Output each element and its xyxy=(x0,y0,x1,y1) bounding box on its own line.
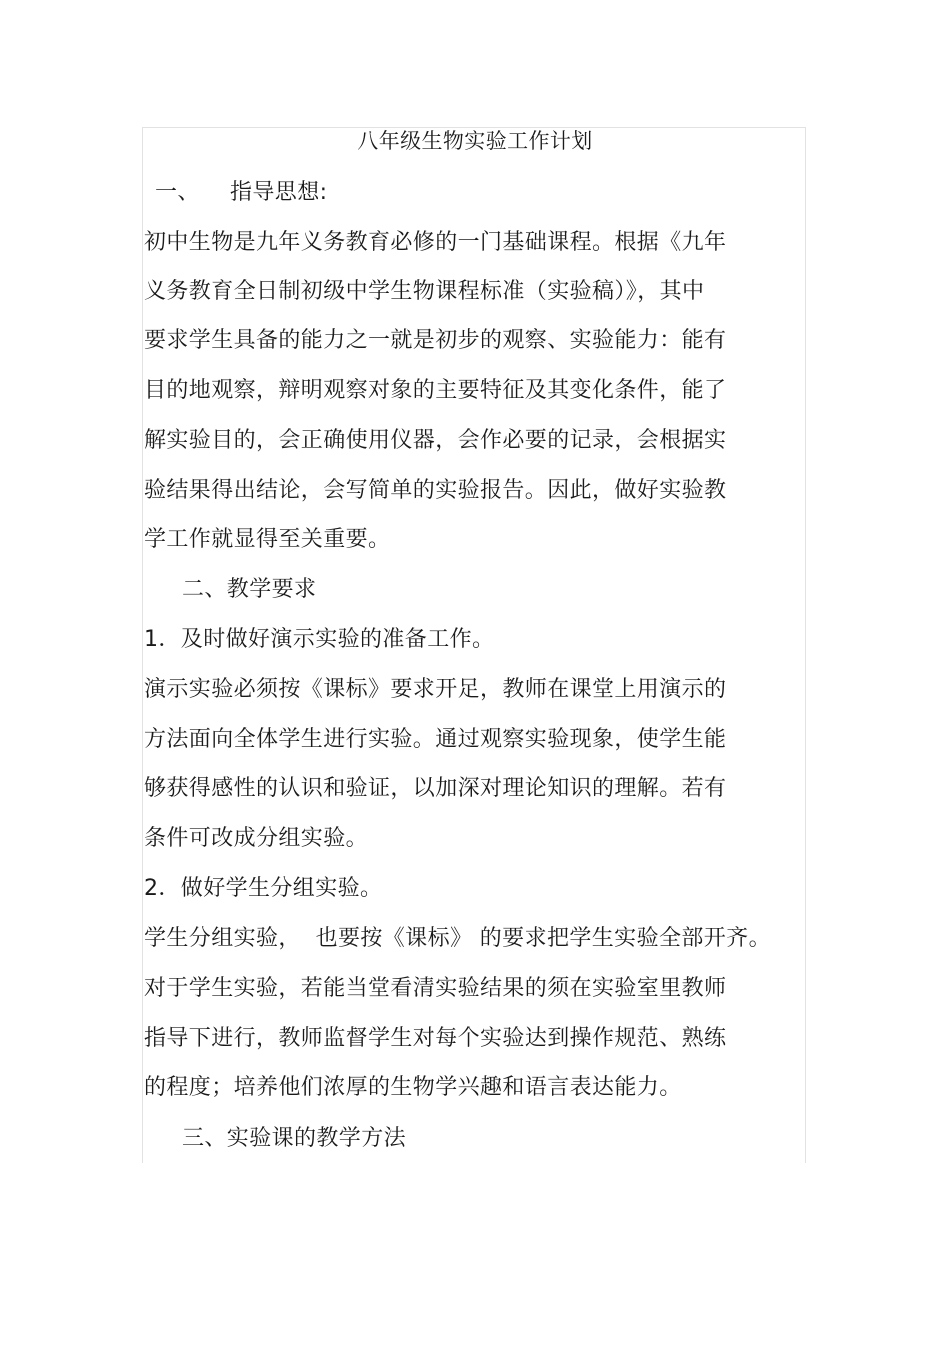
item-1-paragraph-line: 演示实验必须按《课标》要求开足，教师在课堂上用演示的 xyxy=(144,677,727,702)
section-2-heading: 二、教学要求 xyxy=(182,577,317,602)
item-2-paragraph-line: 指导下进行，教师监督学生对每个实验达到操作规范、熟练 xyxy=(144,1026,727,1051)
section-1-paragraph-line: 目的地观察，辩明观察对象的主要特征及其变化条件，能了 xyxy=(144,378,727,403)
item-2-paragraph-line: 对于学生实验，若能当堂看清实验结果的须在实验室里教师 xyxy=(144,976,727,1001)
section-1-paragraph-line: 初中生物是九年义务教育必修的一门基础课程。根据《九年 xyxy=(144,230,727,255)
section-1-number: 一、 xyxy=(155,180,200,205)
section-1-heading: 指导思想: xyxy=(230,180,328,205)
item-1-heading: 1．及时做好演示实验的准备工作。 xyxy=(144,627,495,652)
item-2-heading: 2．做好学生分组实验。 xyxy=(144,876,383,901)
section-1-paragraph-line: 义务教育全日制初级中学生物课程标准（实验稿）》，其中 xyxy=(144,279,705,304)
section-1-paragraph-line: 学工作就显得至关重要。 xyxy=(144,527,391,552)
section-1-paragraph-line: 验结果得出结论，会写简单的实验报告。因此，做好实验教 xyxy=(144,478,727,503)
item-2-paragraph-line: 的程度；培养他们浓厚的生物学兴趣和语言表达能力。 xyxy=(144,1075,682,1100)
document-title: 八年级生物实验工作计划 xyxy=(357,129,593,153)
item-1-paragraph-line: 条件可改成分组实验。 xyxy=(144,826,369,851)
item-1-paragraph-line: 方法面向全体学生进行实验。通过观察实验现象，使学生能 xyxy=(144,727,727,752)
item-2-paragraph-line: 学生分组实验， 也要按《课标》 的要求把学生实验全部开齐。 xyxy=(144,926,771,951)
section-1-paragraph-line: 解实验目的，会正确使用仪器，会作必要的记录，会根据实 xyxy=(144,428,727,453)
section-3-heading: 三、实验课的教学方法 xyxy=(182,1126,407,1151)
item-1-paragraph-line: 够获得感性的认识和验证，以加深对理论知识的理解。若有 xyxy=(144,776,727,801)
section-1-paragraph-line: 要求学生具备的能力之一就是初步的观察、实验能力：能有 xyxy=(144,328,727,353)
